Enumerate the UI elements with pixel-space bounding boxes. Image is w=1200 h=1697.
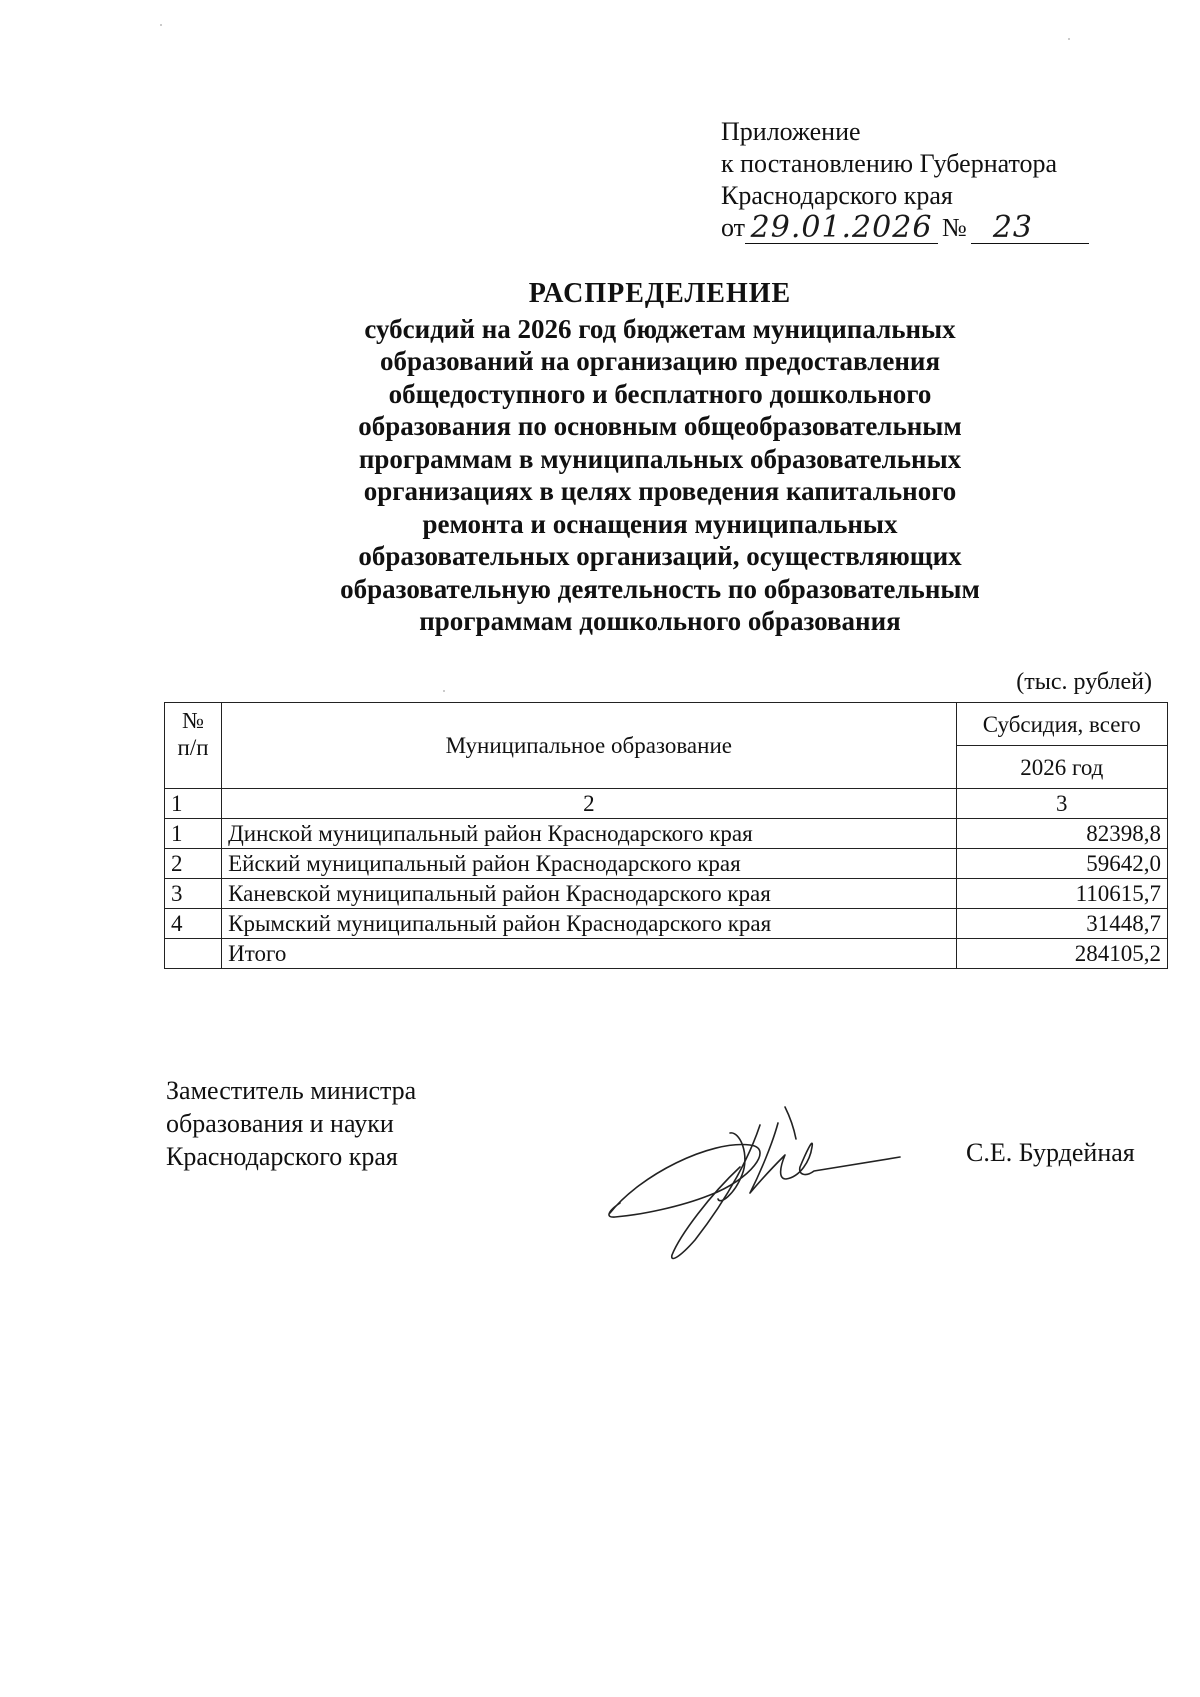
row-municipality: Крымский муниципальный район Краснодарского края <box>222 909 956 939</box>
distribution-table <box>164 702 1168 969</box>
row-number: 2 <box>165 849 222 879</box>
table-row <box>165 819 1168 849</box>
row-number: 1 <box>165 819 222 849</box>
column-index-row <box>165 789 1168 819</box>
title-line: организациях в целях проведения капитального <box>363 476 957 506</box>
total-value: 284105,2 <box>956 939 1167 969</box>
header-number <box>165 703 222 789</box>
column-index-cell: 3 <box>956 789 1167 819</box>
row-subsidy-value: 59642,0 <box>956 849 1167 879</box>
table-header-row <box>165 703 1168 746</box>
scan-speck <box>160 24 162 26</box>
title-line: образовательную деятельность по образовательным <box>340 573 980 604</box>
title-line: субсидий на 2026 год бюджетам муниципальных <box>364 313 956 344</box>
signer-position-line: Заместитель министра <box>166 1076 417 1105</box>
title-main: РАСПРЕДЕЛЕНИЕ <box>528 278 792 309</box>
title-line: общедоступного и бесплатного дошкольного <box>388 378 932 409</box>
signer-name: С.Е. Бурдейная <box>966 1138 1135 1167</box>
table-row <box>165 849 1168 879</box>
appendix-decree-ref: к постановлению Губернатора <box>721 149 1058 178</box>
date-prefix: от <box>721 213 746 242</box>
row-municipality: Ейский муниципальный район Краснодарского края <box>222 849 956 879</box>
total-empty-cell <box>165 939 222 969</box>
handwritten-number: 23 <box>971 213 1089 244</box>
row-municipality: Динской муниципальный район Краснодарского края <box>222 819 956 849</box>
appendix-header <box>721 116 1089 244</box>
total-label: Итого <box>222 939 956 969</box>
header-number-pp: п/п <box>177 735 209 760</box>
scan-speck <box>1068 38 1070 40</box>
row-subsidy-value: 110615,7 <box>956 879 1167 909</box>
header-subsidy: Субсидия, всего <box>956 703 1167 746</box>
total-row <box>165 939 1168 969</box>
signer-position-line: Краснодарского края <box>166 1142 398 1171</box>
title-line: программам в муниципальных образовательных <box>358 443 962 474</box>
handwritten-date: 29.01.2026 <box>745 213 938 244</box>
header-number-sign: № <box>182 708 205 733</box>
header-year: 2026 год <box>956 746 1167 789</box>
title-line: образовательных организаций, осуществляющих <box>358 541 962 571</box>
row-subsidy-value: 82398,8 <box>956 819 1167 849</box>
row-number: 4 <box>165 909 222 939</box>
column-index-cell: 2 <box>222 789 956 819</box>
scan-speck <box>443 690 445 692</box>
table-row <box>165 879 1168 909</box>
signer-position <box>166 1074 416 1173</box>
header-municipality: Муниципальное образование <box>222 703 956 789</box>
title-line: образований на организацию предоставления <box>379 346 941 376</box>
document-title <box>300 278 1020 638</box>
handwritten-signature <box>600 1095 910 1265</box>
title-line: образования по основным общеобразовательным <box>358 411 962 441</box>
row-number: 3 <box>165 879 222 909</box>
decree-date-line <box>721 212 1089 244</box>
number-sign: № <box>942 213 967 242</box>
title-line: ремонта и оснащения муниципальных <box>422 508 898 539</box>
column-index-cell: 1 <box>165 789 222 819</box>
table-row <box>165 909 1168 939</box>
row-subsidy-value: 31448,7 <box>956 909 1167 939</box>
row-municipality: Каневской муниципальный район Краснодарского края <box>222 879 956 909</box>
appendix-label: Приложение <box>721 117 861 146</box>
title-line: программам дошкольного образования <box>419 606 901 636</box>
appendix-region: Краснодарского края <box>721 181 953 210</box>
signer-position-line: образования и науки <box>166 1109 394 1138</box>
units-label: (тыс. рублей) <box>1016 669 1152 695</box>
